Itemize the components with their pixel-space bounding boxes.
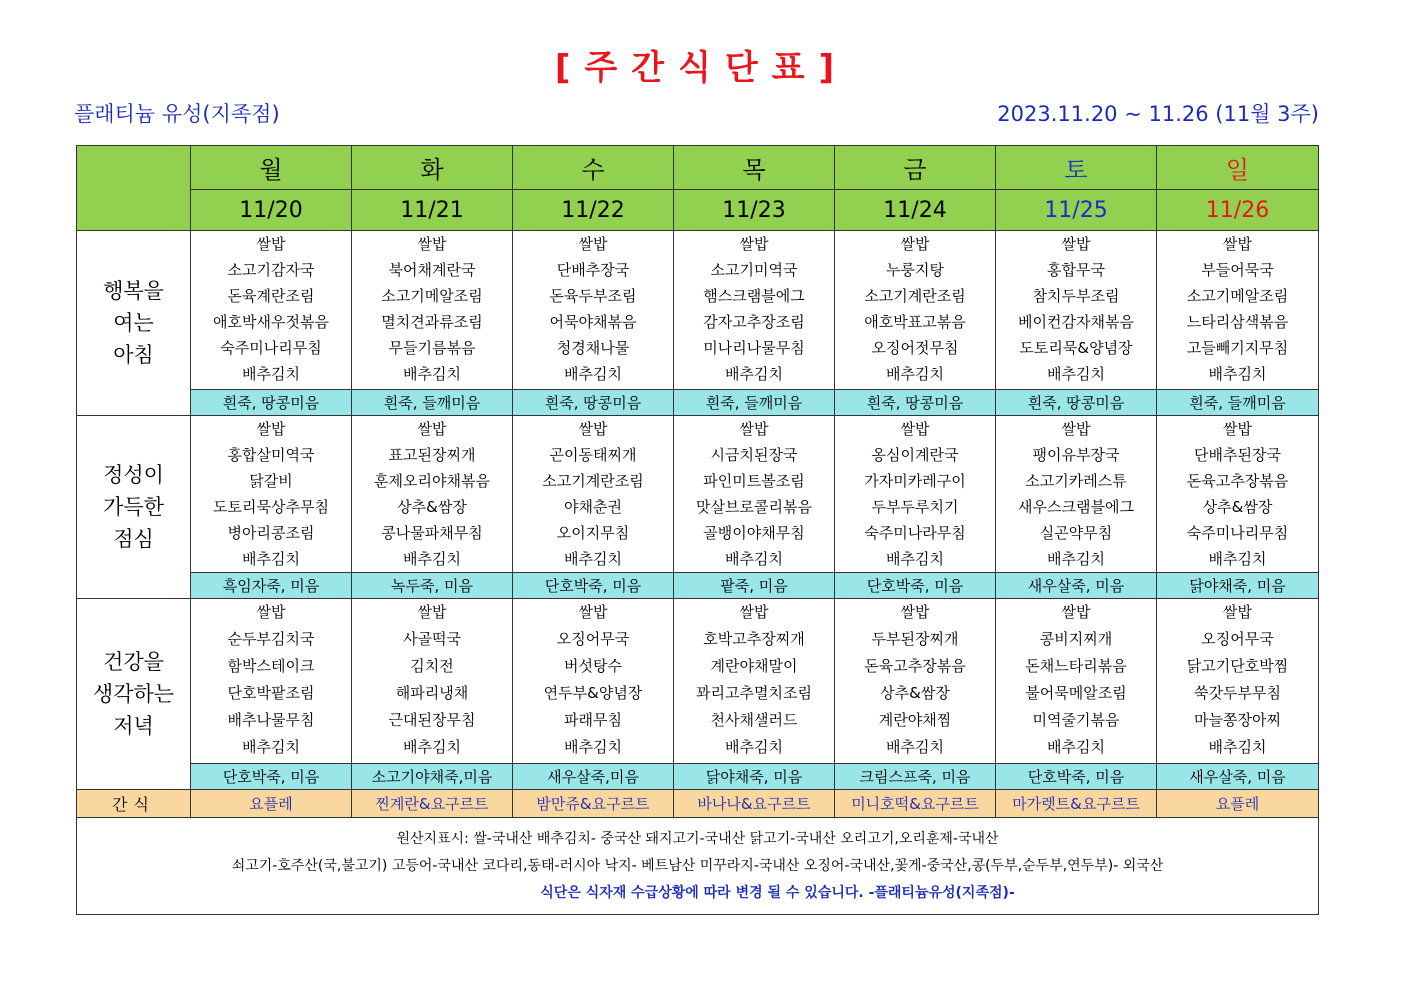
menu-item: 쌀밥 (1223, 603, 1252, 621)
weekly-menu-table (76, 145, 1319, 915)
menu-item: 소고기미역국 (710, 261, 798, 279)
dinner-menu-cell (996, 599, 1157, 764)
menu-item: 해파리냉채 (395, 684, 469, 702)
menu-item: 실곤약무침 (1039, 524, 1113, 542)
menu-item: 배추김치 (403, 738, 461, 756)
menu-item: 숙주미나리무침 (220, 339, 322, 357)
menu-item: 쌀밥 (1223, 420, 1252, 438)
menu-item: 참치두부조림 (1032, 287, 1120, 305)
meal-label-line: 저녁 (113, 714, 154, 738)
lunch-menu-cell (191, 416, 352, 573)
menu-item: 돈육두부조림 (549, 287, 637, 305)
menu-item: 배추김치 (1208, 550, 1267, 568)
corner-cell (77, 146, 191, 231)
menu-item: 소고기계란조림 (542, 472, 644, 490)
snack-cell: 미니호떡&요구르트 (835, 790, 996, 818)
menu-item: 계란야채찜 (878, 711, 952, 729)
dinner-menu-cell (1157, 599, 1319, 764)
menu-item: 배추나물무침 (227, 711, 315, 729)
breakfast-porridge-row (77, 390, 1319, 416)
meal-label-line: 건강을 (103, 650, 164, 674)
date-tue: 11/21 (352, 190, 513, 231)
day-wed: 수 (513, 146, 674, 190)
menu-item: 배추김치 (725, 550, 783, 568)
menu-item: 배추김치 (1208, 738, 1267, 756)
porridge-cell: 흰죽, 들깨미음 (1157, 390, 1319, 416)
snack-cell: 마가렛트&요구르트 (996, 790, 1157, 818)
dinner-label (77, 599, 191, 790)
origin-label-line: 쇠고기-호주산(국,불고기) 고등어-국내산 코다리,동태-러시아 낙지- 베트남산 미꾸라지-국내산 오징어-국내산,꽃게-중국산,콩(두부,순두부,연두부)- 외국산 (231, 857, 1164, 874)
menu-item: 애호박표고볶음 (864, 313, 966, 331)
menu-change-notice: 식단은 식자재 수급상황에 따라 변경 될 수 있습니다. -플래티늄유성(지족점)- (540, 884, 1015, 901)
dinner-menu-cell (352, 599, 513, 764)
menu-item: 파인미트볼조림 (703, 472, 805, 490)
porridge-cell: 닭야채죽, 미음 (1157, 573, 1319, 599)
menu-item: 천사채샐러드 (710, 711, 798, 729)
menu-item: 배추김치 (242, 738, 300, 756)
menu-item: 도토리묵&양념장 (1019, 339, 1133, 357)
menu-item: 계란야채말이 (710, 657, 798, 675)
day-sun: 일 (1157, 146, 1319, 190)
menu-item: 팽이유부장국 (1032, 446, 1120, 464)
menu-item: 쌀밥 (417, 235, 447, 253)
menu-item: 가자미카레구이 (864, 472, 966, 490)
dinner-menu-cell (674, 599, 835, 764)
menu-item: 청경채나물 (556, 339, 630, 357)
menu-item: 북어채계란국 (388, 261, 476, 279)
menu-item: 쌀밥 (256, 603, 286, 621)
menu-item: 쌀밥 (417, 420, 447, 438)
menu-item: 쌀밥 (256, 420, 286, 438)
menu-item: 배추김치 (1208, 365, 1267, 383)
snack-label: 간식 (77, 790, 191, 818)
snack-cell: 요플레 (1157, 790, 1319, 818)
menu-item: 오징어무국 (556, 630, 630, 648)
porridge-cell: 흑임자죽, 미음 (191, 573, 352, 599)
menu-item: 배추김치 (564, 365, 622, 383)
meal-label-line: 행복을 (103, 279, 164, 303)
menu-item: 어묵야채볶음 (549, 313, 637, 331)
menu-item: 상추&쌈장 (397, 498, 467, 516)
porridge-cell: 녹두죽, 미음 (352, 573, 513, 599)
menu-item: 새우스크램블에그 (1018, 498, 1134, 516)
menu-item: 오이지무침 (556, 524, 630, 542)
menu-item: 쌀밥 (900, 235, 930, 253)
menu-item: 상추&쌈장 (880, 684, 950, 702)
menu-item: 콩나물파채무침 (381, 524, 483, 542)
day-fri: 금 (835, 146, 996, 190)
dinner-row (77, 599, 1319, 764)
menu-item: 배추김치 (1047, 365, 1105, 383)
menu-item: 파래무침 (564, 711, 622, 729)
menu-item: 소고기감자국 (227, 261, 315, 279)
dinner-menu-cell (191, 599, 352, 764)
porridge-cell: 단호박죽, 미음 (191, 764, 352, 790)
menu-item: 쑥갓두부무침 (1194, 684, 1281, 702)
menu-item: 쌀밥 (1061, 235, 1091, 253)
dinner-porridge-row (77, 764, 1319, 790)
menu-item: 훈제오리야채볶음 (374, 472, 490, 490)
menu-item: 마늘쫑장아찌 (1194, 711, 1281, 729)
date-thu: 11/23 (674, 190, 835, 231)
breakfast-menu-cell (674, 231, 835, 390)
footer-row (77, 818, 1319, 915)
porridge-cell: 새우살죽, 미음 (1157, 764, 1319, 790)
date-wed: 11/22 (513, 190, 674, 231)
lunch-menu-cell (996, 416, 1157, 573)
breakfast-menu-cell (996, 231, 1157, 390)
origin-label-line: 원산지표시: 쌀-국내산 배추김치- 중국산 돼지고기-국내산 닭고기-국내산 오리고기,오리훈제-국내산 (396, 830, 999, 847)
lunch-menu-cell (674, 416, 835, 573)
menu-item: 두부된장찌개 (871, 630, 959, 648)
menu-item: 소고기메알조림 (1186, 287, 1289, 305)
menu-item: 쌀밥 (417, 603, 447, 621)
menu-item: 배추김치 (886, 738, 944, 756)
menu-item: 미나리나물무침 (703, 339, 805, 357)
menu-item: 햄스크램블에그 (703, 287, 805, 305)
day-mon: 월 (191, 146, 352, 190)
menu-item: 불어묵메알조림 (1025, 684, 1127, 702)
porridge-cell: 새우살죽,미음 (513, 764, 674, 790)
menu-item: 쌀밥 (1061, 603, 1091, 621)
snack-cell: 찐계란&요구르트 (352, 790, 513, 818)
menu-item: 순두부김치국 (227, 630, 315, 648)
menu-item: 사골떡국 (403, 630, 461, 648)
porridge-cell: 단호박죽, 미음 (513, 573, 674, 599)
dinner-menu-cell (513, 599, 674, 764)
menu-item: 야채춘권 (564, 498, 622, 516)
meal-label-line: 생각하는 (92, 682, 175, 706)
menu-item: 쌀밥 (900, 420, 930, 438)
menu-item: 쌀밥 (578, 603, 608, 621)
menu-item: 근대된장무침 (388, 711, 476, 729)
menu-item: 배추김치 (725, 365, 783, 383)
meal-label-line: 점심 (113, 527, 154, 551)
menu-item: 쌀밥 (256, 235, 286, 253)
menu-item: 닭고기단호박찜 (1186, 657, 1289, 675)
day-thu: 목 (674, 146, 835, 190)
menu-item: 시금치된장국 (710, 446, 798, 464)
origin-notice-cell (77, 818, 1319, 915)
porridge-cell: 흰죽, 땅콩미음 (513, 390, 674, 416)
menu-item: 단배추장국 (556, 261, 630, 279)
meal-label-line: 가득한 (103, 495, 164, 519)
date-sat: 11/25 (996, 190, 1157, 231)
menu-item: 배추김치 (242, 365, 300, 383)
menu-item: 돈채느타리볶음 (1025, 657, 1127, 675)
menu-item: 쌀밥 (739, 603, 769, 621)
lunch-menu-cell (352, 416, 513, 573)
menu-item: 애호박새우젓볶음 (213, 313, 329, 331)
porridge-cell: 팥죽, 미음 (674, 573, 835, 599)
menu-item: 맛살브로콜리볶음 (696, 498, 812, 516)
porridge-cell: 흰죽, 땅콩미음 (996, 390, 1157, 416)
menu-item: 고들빼기지무침 (1186, 339, 1289, 357)
lunch-menu-cell (1157, 416, 1319, 573)
menu-item: 단호박팥조림 (227, 684, 315, 702)
menu-item: 쌀밥 (578, 420, 608, 438)
snack-row (77, 790, 1319, 818)
menu-item: 쌀밥 (739, 420, 769, 438)
menu-item: 소고기메알조림 (381, 287, 483, 305)
lunch-label (77, 416, 191, 599)
menu-item: 돈육고추장볶음 (864, 657, 966, 675)
porridge-cell: 닭야채죽, 미음 (674, 764, 835, 790)
breakfast-menu-cell (352, 231, 513, 390)
porridge-cell: 흰죽, 땅콩미음 (835, 390, 996, 416)
menu-item: 배추김치 (725, 738, 783, 756)
menu-item: 소고기카레스튜 (1025, 472, 1127, 490)
porridge-cell: 새우살죽, 미음 (996, 573, 1157, 599)
porridge-cell: 크림스프죽, 미음 (835, 764, 996, 790)
menu-item: 병아리콩조림 (227, 524, 315, 542)
menu-item: 도토리묵상추무침 (213, 498, 329, 516)
menu-item: 미역줄기볶음 (1032, 711, 1120, 729)
lunch-porridge-row (77, 573, 1319, 599)
menu-item: 홍합살미역국 (227, 446, 315, 464)
menu-item: 호박고추장찌개 (703, 630, 805, 648)
menu-item: 함박스테이크 (227, 657, 315, 675)
menu-item: 배추김치 (403, 365, 461, 383)
menu-item: 배추김치 (564, 550, 622, 568)
lunch-row (77, 416, 1319, 573)
menu-item: 골뱅이야채무침 (703, 524, 805, 542)
menu-item: 배추김치 (564, 738, 622, 756)
menu-item: 콩비지찌개 (1039, 630, 1113, 648)
menu-item: 배추김치 (886, 550, 944, 568)
menu-item: 홍합무국 (1047, 261, 1105, 279)
menu-item: 쌀밥 (739, 235, 769, 253)
menu-item: 표고된장찌개 (388, 446, 476, 464)
snack-cell: 바나나&요구르트 (674, 790, 835, 818)
day-tue: 화 (352, 146, 513, 190)
menu-item: 숙주미나리무침 (1186, 524, 1289, 542)
meal-label-line: 여는 (113, 311, 154, 335)
menu-item: 버섯탕수 (564, 657, 622, 675)
menu-item: 단배추된장국 (1194, 446, 1281, 464)
menu-item: 쌀밥 (900, 603, 930, 621)
snack-cell: 밤만쥬&요구르트 (513, 790, 674, 818)
menu-item: 옹심이계란국 (871, 446, 959, 464)
porridge-cell: 단호박죽, 미음 (996, 764, 1157, 790)
menu-item: 배추김치 (242, 550, 300, 568)
lunch-menu-cell (835, 416, 996, 573)
porridge-cell: 흰죽, 들깨미음 (352, 390, 513, 416)
menu-item: 두부두루치기 (871, 498, 959, 516)
menu-item: 연두부&양념장 (543, 684, 643, 702)
breakfast-label (77, 231, 191, 416)
menu-item: 무들기름볶음 (388, 339, 476, 357)
menu-item: 부들어묵국 (1201, 261, 1274, 279)
menu-item: 꽈리고추멸치조림 (696, 684, 812, 702)
menu-item: 쌀밥 (1061, 420, 1091, 438)
menu-item: 오징어젓무침 (871, 339, 959, 357)
menu-item: 느타리삼색볶음 (1186, 313, 1289, 331)
breakfast-menu-cell (835, 231, 996, 390)
porridge-cell: 단호박죽, 미음 (835, 573, 996, 599)
breakfast-row (77, 231, 1319, 390)
menu-item: 오징어무국 (1201, 630, 1274, 648)
porridge-cell: 소고기야채죽,미음 (352, 764, 513, 790)
breakfast-menu-cell (191, 231, 352, 390)
meal-label-line: 정성이 (103, 463, 164, 487)
menu-item: 김치전 (410, 657, 454, 675)
menu-item: 상추&쌈장 (1202, 498, 1273, 516)
menu-item: 돈육고추장볶음 (1186, 472, 1289, 490)
day-header-row (77, 146, 1319, 190)
day-sat: 토 (996, 146, 1157, 190)
branch-name: 플래티늄 유성(지족점) (74, 102, 280, 126)
menu-item: 누룽지탕 (886, 261, 944, 279)
menu-item: 배추김치 (1047, 550, 1105, 568)
menu-item: 쌀밥 (1223, 235, 1252, 253)
meal-label-line: 아침 (113, 343, 154, 367)
dinner-menu-cell (835, 599, 996, 764)
menu-item: 돈육계란조림 (227, 287, 315, 305)
menu-item: 소고기계란조림 (864, 287, 966, 305)
menu-item: 닭갈비 (249, 472, 293, 490)
menu-item: 쌀밥 (578, 235, 608, 253)
breakfast-menu-cell (513, 231, 674, 390)
porridge-cell: 흰죽, 들깨미음 (674, 390, 835, 416)
lunch-menu-cell (513, 416, 674, 573)
menu-item: 멸치견과류조림 (381, 313, 483, 331)
breakfast-menu-cell (1157, 231, 1319, 390)
porridge-cell: 흰죽, 땅콩미음 (191, 390, 352, 416)
date-fri: 11/24 (835, 190, 996, 231)
menu-item: 곤이동태찌개 (549, 446, 637, 464)
menu-item: 배추김치 (886, 365, 944, 383)
page-title: [주간식단표] (554, 48, 849, 88)
menu-item: 베이컨감자채볶음 (1018, 313, 1134, 331)
menu-item: 숙주미나라무침 (864, 524, 966, 542)
date-range: 2023.11.20 ~ 11.26 (11월 3주) (997, 102, 1319, 126)
menu-item: 배추김치 (1047, 738, 1105, 756)
menu-item: 감자고추장조림 (703, 313, 805, 331)
menu-item: 배추김치 (403, 550, 461, 568)
snack-cell: 요플레 (191, 790, 352, 818)
date-sun: 11/26 (1157, 190, 1319, 231)
date-header-row (77, 190, 1319, 231)
date-mon: 11/20 (191, 190, 352, 231)
